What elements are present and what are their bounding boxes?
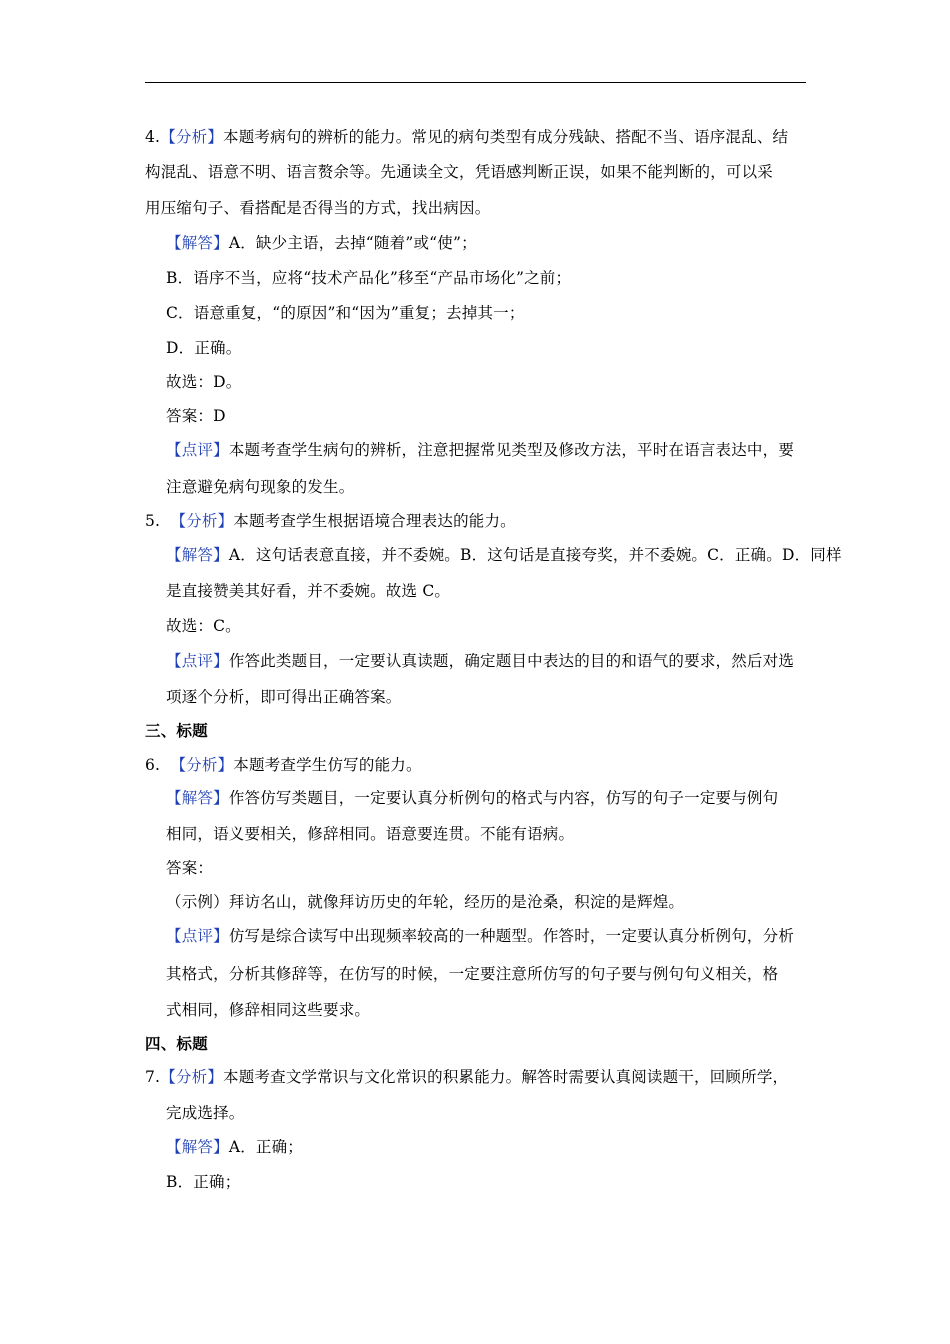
q5-analysis-line: 5. 【分析】本题考查学生根据语境合理表达的能力。 [145, 512, 516, 530]
q6-comment-line-2: 其格式，分析其修辞等，在仿写的时候，一定要注意所仿写的句子要与例句句义相关，格 [166, 965, 779, 983]
q4-comment-tag: 【点评】 [166, 441, 229, 459]
q4-analysis-line-1: 4.【分析】本题考病句的辨析的能力。常见的病句类型有成分残缺、搭配不当、语序混乱、结 [145, 128, 789, 146]
q7-analysis-line-2: 完成选择。 [166, 1104, 245, 1122]
q7-number: 7. [145, 1068, 161, 1086]
q7-analysis-tag: 【分析】 [160, 1068, 224, 1086]
q4-analysis-tag: 【分析】 [160, 128, 224, 146]
q4-answer-a: 【解答】A．缺少主语，去掉“随着”或“使”； [166, 234, 477, 252]
q6-answer-tag: 【解答】 [166, 789, 229, 807]
q7-answer-b: B．正确； [166, 1173, 241, 1191]
q7-analysis-line-1: 7.【分析】本题考查文学常识与文化常识的积累能力。解答时需要认真阅读题干，回顾所学， [145, 1068, 789, 1086]
q5-number: 5. [145, 512, 161, 530]
q7-answer-a: 【解答】A．正确； [166, 1138, 304, 1156]
q6-answer-line-1: 【解答】作答仿写类题目，一定要认真分析例句的格式与内容，仿写的句子一定要与例句 [166, 789, 779, 807]
q4-choice: 故选：D。 [166, 373, 242, 391]
q4-answer-tag: 【解答】 [166, 234, 229, 252]
q4-answer-c: C．语意重复，“的原因”和“因为”重复；去掉其一； [166, 304, 525, 322]
q6-final-label: 答案： [166, 859, 214, 877]
q5-comment-line-2: 项逐个分析，即可得出正确答案。 [166, 688, 402, 706]
q4-final-answer: 答案：D [166, 407, 226, 425]
q4-answer-b: B．语序不当，应将“技术产品化”移至“产品市场化”之前； [166, 269, 572, 287]
q6-number: 6. [145, 756, 161, 774]
q6-comment-line-1: 【点评】仿写是综合读写中出现频率较高的一种题型。作答时，一定要认真分析例句，分析 [166, 927, 795, 945]
q4-analysis-line-2: 构混乱、语意不明、语言赘余等。先通读全文，凭语感判断正误，如果不能判断的，可以采 [145, 163, 774, 181]
q4-analysis-line-3: 用压缩句子、看搭配是否得当的方式，找出病因。 [145, 199, 491, 217]
section-3-heading: 三、标题 [145, 721, 208, 740]
q5-answer-tag: 【解答】 [166, 546, 229, 564]
q6-analysis-line: 6. 【分析】本题考查学生仿写的能力。 [145, 756, 422, 774]
q5-comment-line-1: 【点评】作答此类题目，一定要认真读题，确定题目中表达的目的和语气的要求，然后对选 [166, 652, 795, 670]
q7-answer-tag: 【解答】 [166, 1138, 229, 1156]
q6-comment-line-3: 式相同，修辞相同这些要求。 [166, 1001, 371, 1019]
q6-analysis-tag: 【分析】 [170, 756, 234, 774]
q6-answer-line-2: 相同，语义要相关，修辞相同。语意要连贯。不能有语病。 [166, 825, 575, 843]
q4-number: 4. [145, 128, 161, 146]
q5-answer-line-1: 【解答】A．这句话表意直接，并不委婉。B．这句话是直接夸奖，并不委婉。C．正确。D．同样 [166, 546, 842, 564]
q4-answer-d: D．正确。 [166, 339, 242, 357]
q5-choice: 故选：C。 [166, 617, 241, 635]
q5-analysis-tag: 【分析】 [170, 512, 234, 530]
q5-comment-tag: 【点评】 [166, 652, 229, 670]
q6-example: （示例）拜访名山，就像拜访历史的年轮，经历的是沧桑，积淀的是辉煌。 [166, 893, 685, 911]
section-4-heading: 四、标题 [145, 1034, 208, 1053]
q4-comment-line-1: 【点评】本题考查学生病句的辨析，注意把握常见类型及修改方法，平时在语言表达中，要 [166, 441, 795, 459]
header-rule [145, 82, 806, 83]
q6-comment-tag: 【点评】 [166, 927, 229, 945]
q5-answer-line-2: 是直接赞美其好看，并不委婉。故选 C。 [166, 582, 451, 600]
q4-comment-line-2: 注意避免病句现象的发生。 [166, 478, 355, 496]
